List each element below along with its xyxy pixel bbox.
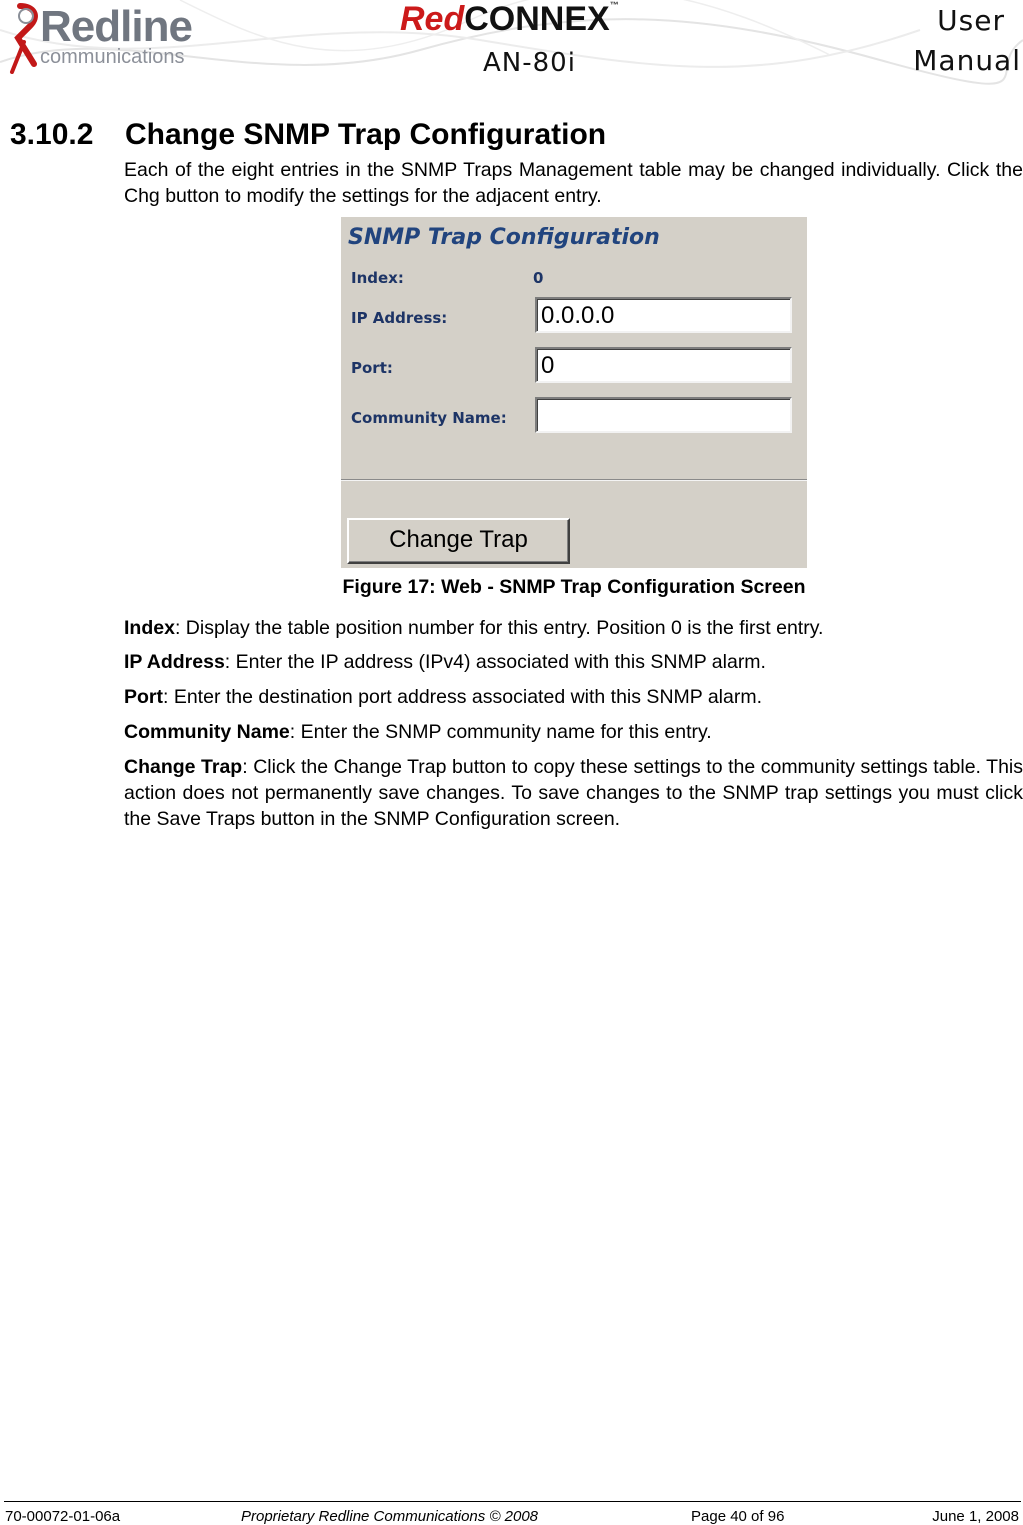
index-label: Index:	[351, 269, 404, 287]
company-name: Redline	[40, 2, 192, 51]
brand-red-part: Red	[400, 0, 465, 38]
product-name: AN-80i	[483, 48, 576, 78]
definition-text: : Click the Change Trap button to copy these settings to the community settings table. This action does not permanently save changes. To save changes to the SNMP trap settings you must click the Save Traps button in the SNMP Configuration screen.	[124, 756, 1023, 830]
doc-type-manual: Manual	[913, 44, 1021, 77]
community-name-input[interactable]	[535, 397, 792, 433]
footer-doc-number: 70-00072-01-06a	[5, 1508, 121, 1525]
footer-page-number: Page 40 of 96	[691, 1508, 785, 1525]
section-number: 3.10.2	[10, 118, 94, 151]
definition-term: IP Address	[124, 651, 225, 673]
redline-logo	[4, 2, 214, 74]
definition-text: : Enter the IP address (IPv4) associated with this SNMP alarm.	[224, 651, 766, 673]
doc-type-user: User	[937, 4, 1005, 37]
figure-caption: Figure 17: Web - SNMP Trap Configuration Screen	[342, 576, 806, 598]
snmp-trap-config-screenshot	[341, 217, 807, 568]
definition-change-trap	[124, 754, 1023, 832]
change-trap-button[interactable]: Change Trap	[347, 518, 570, 564]
page-header	[0, 0, 1023, 90]
footer-divider	[4, 1501, 1021, 1502]
definition-term: Change Trap	[124, 756, 243, 778]
port-input[interactable]: 0	[535, 347, 792, 383]
redline-swoosh-icon	[4, 2, 44, 74]
redconnex-brand	[400, 0, 619, 39]
definition-text: : Enter the SNMP community name for this entry.	[289, 721, 712, 743]
brand-connex-part: CONNEX	[464, 0, 610, 38]
company-tagline: communications	[40, 46, 185, 68]
panel-title: SNMP Trap Configuration	[348, 225, 660, 250]
definition-term: Port	[124, 686, 163, 708]
port-label: Port:	[351, 359, 393, 377]
footer-copyright: Proprietary Redline Communications © 2008	[241, 1508, 539, 1525]
section-title: Change SNMP Trap Configuration	[125, 118, 607, 151]
ip-address-label: IP Address:	[351, 309, 448, 327]
index-value: 0	[533, 269, 544, 287]
footer-date: June 1, 2008	[932, 1508, 1019, 1525]
definition-port	[124, 684, 1023, 710]
definition-text: : Enter the destination port address associated with this SNMP alarm.	[163, 686, 763, 708]
section-heading	[10, 118, 606, 152]
brand-trademark: ™	[609, 0, 619, 10]
community-name-label: Community Name:	[351, 409, 507, 427]
definition-ip-address	[124, 649, 1023, 675]
definition-term: Index	[124, 617, 175, 639]
ip-address-input[interactable]: 0.0.0.0	[535, 297, 792, 333]
definition-text: : Display the table position number for this entry. Position 0 is the first entry.	[174, 617, 824, 639]
section-intro: Each of the eight entries in the SNMP Traps Management table may be changed individually. Click the Chg button to modify the settings for the adjacent entry.	[124, 159, 1023, 207]
panel-separator	[341, 479, 807, 481]
definition-index	[124, 615, 1023, 641]
definition-community-name	[124, 719, 1023, 745]
definition-term: Community Name	[124, 721, 290, 743]
